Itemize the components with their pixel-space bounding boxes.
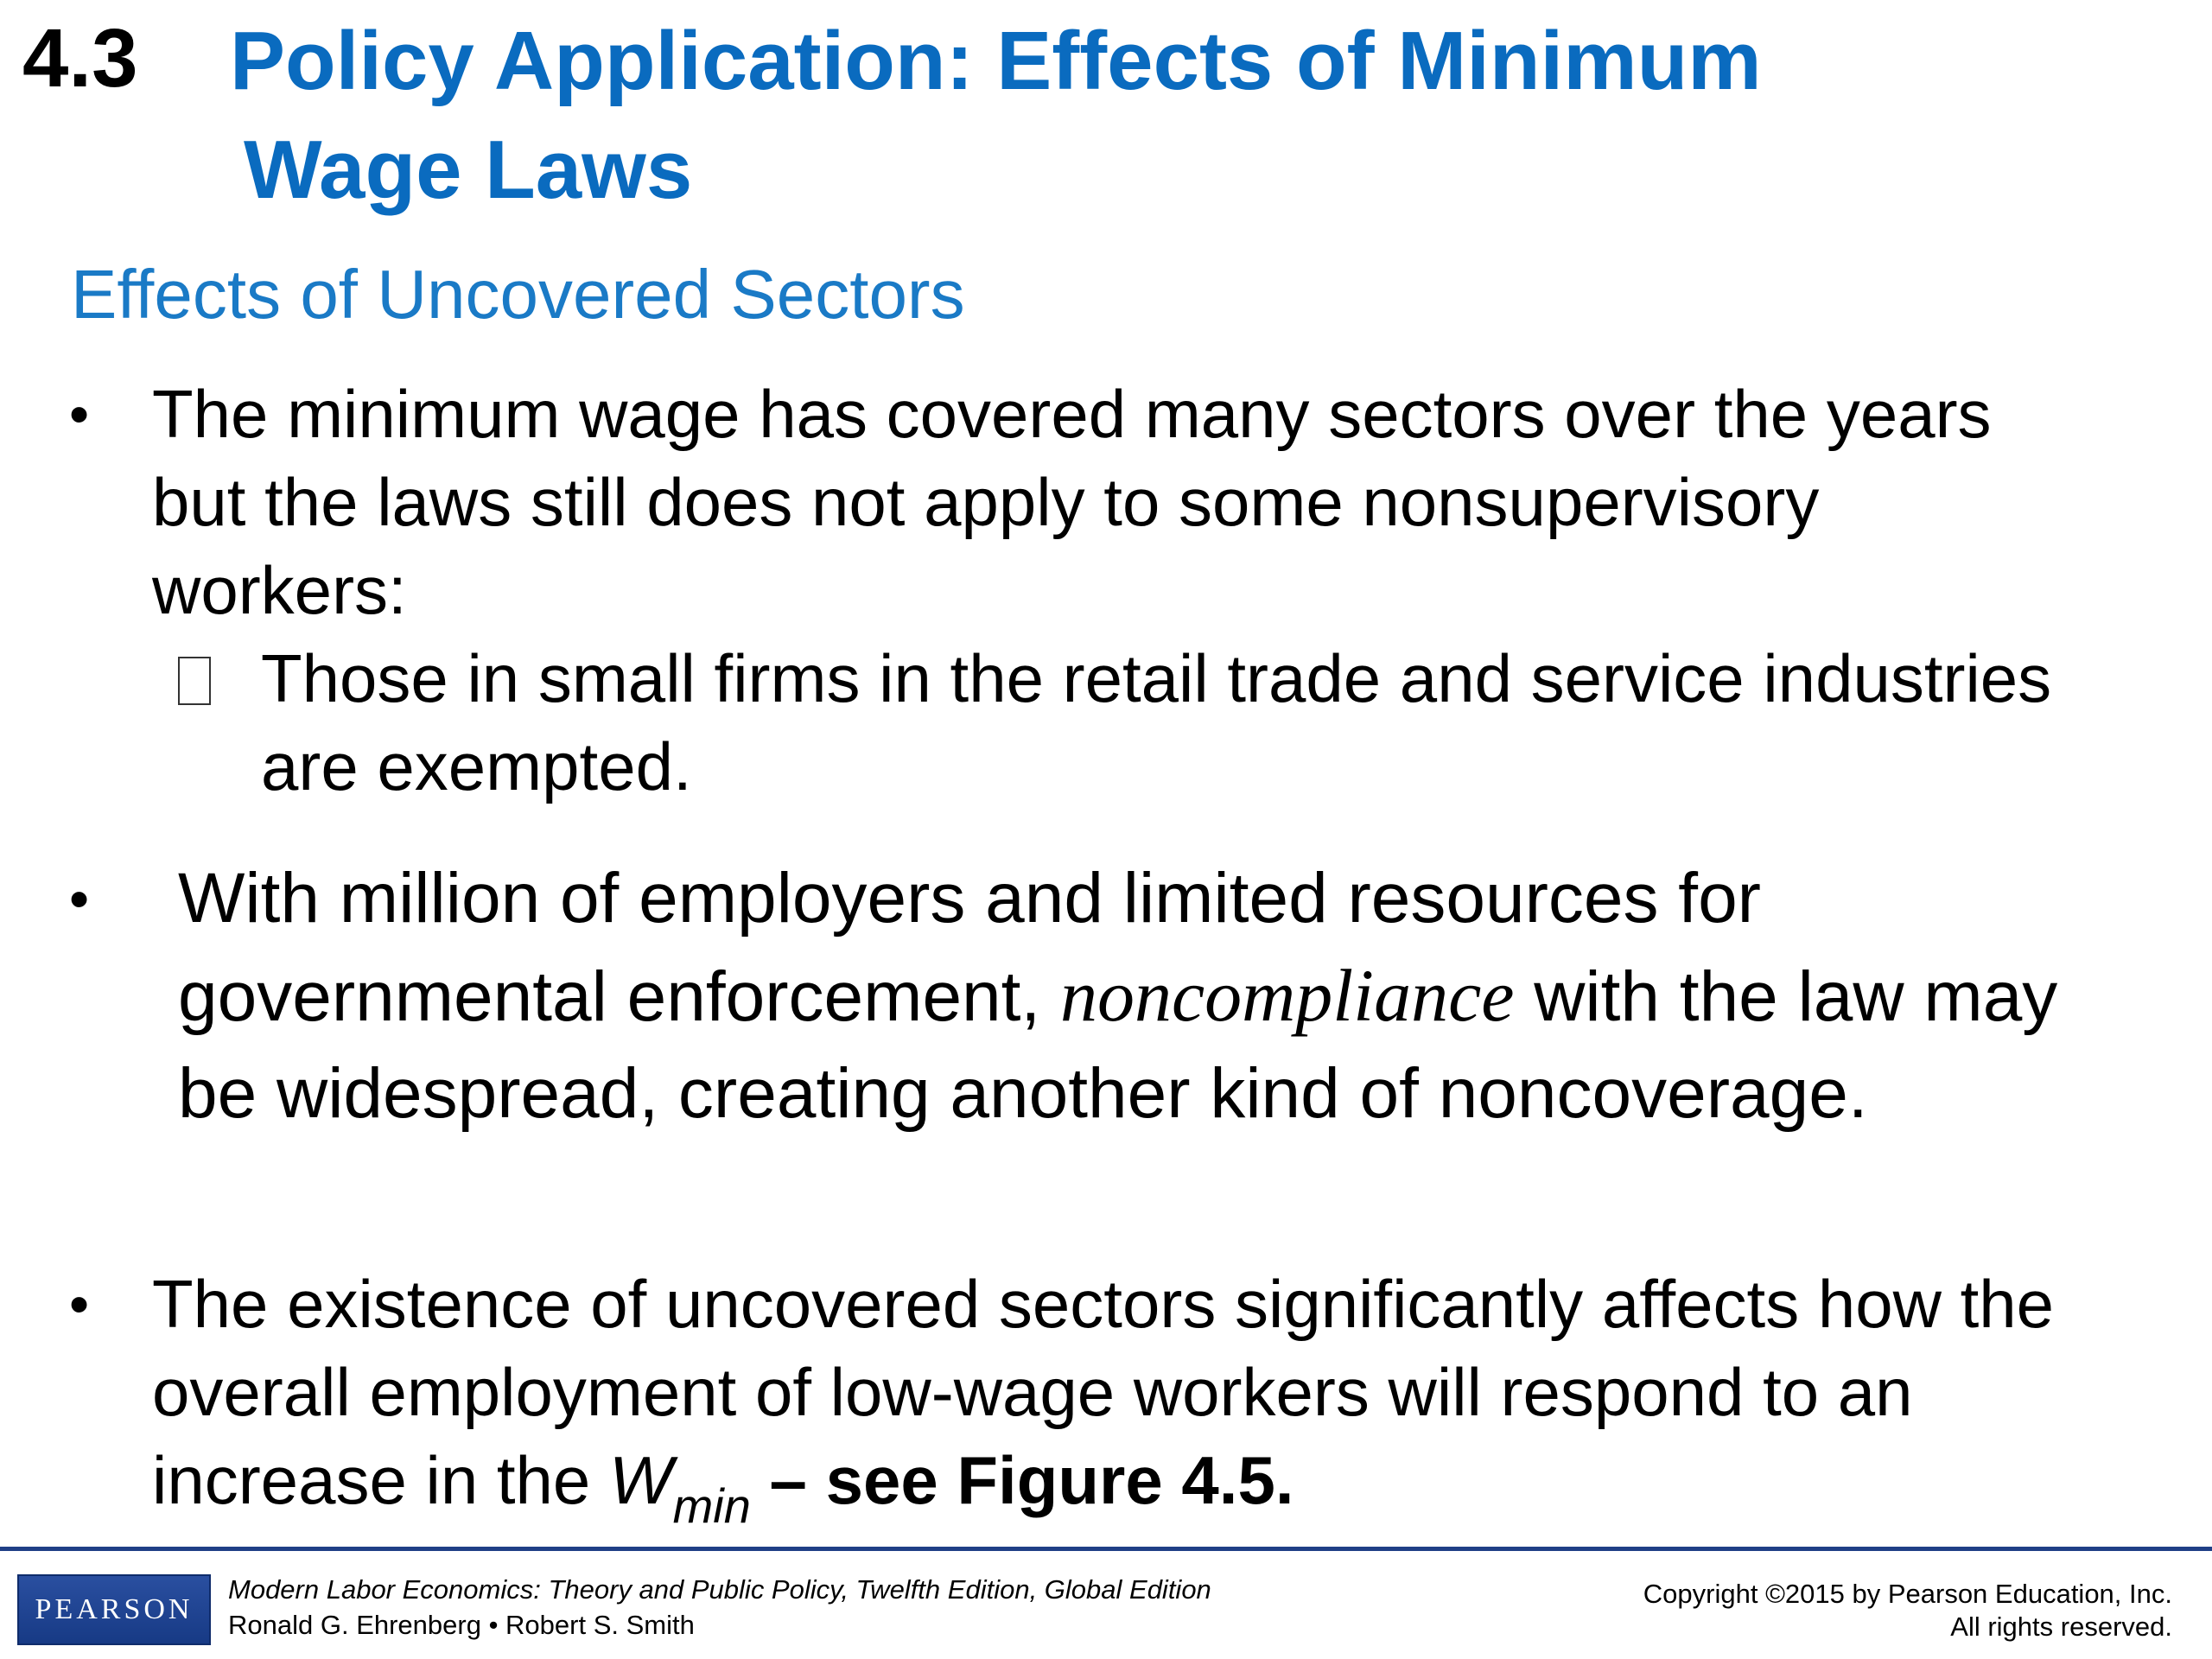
slide-title — [230, 7, 2131, 225]
emphasized-term: noncompliance — [1060, 954, 1515, 1037]
copyright-line: Copyright ©2015 by Pearson Education, Inc. — [1643, 1579, 2172, 1609]
missing-glyph-box-icon — [178, 657, 211, 705]
bullet-text — [152, 1260, 2079, 1533]
variable-symbol: W — [608, 1442, 673, 1518]
slide-title-line-1: Policy Application: Effects of Minimum — [230, 15, 1762, 107]
book-authors: Ronald G. Ehrenberg • Robert S. Smith — [228, 1610, 695, 1640]
bullet-text-end: with the law may be widespread, creating another kind of noncoverage. — [178, 957, 2058, 1133]
bullet-text — [178, 850, 2088, 1142]
bullet-marker: • — [69, 867, 90, 931]
bullet-text-start: With million of employers and limited resources for governmental enforcement, — [178, 859, 1761, 1036]
book-title: Modern Labor Economics: Theory and Public Policy, Twelfth Edition, Global Edition — [228, 1574, 1211, 1605]
bullet-text: The minimum wage has covered many sectors over the years but the laws still does not apply to some nonsupervisory workers: — [152, 376, 1992, 628]
variable-subscript: min — [672, 1478, 751, 1533]
slide-subtitle: Effects of Uncovered Sectors — [71, 256, 965, 333]
section-number: 4.3 — [22, 12, 138, 105]
sub-bullet-text: Those in small firms in the retail trade and service industries are exempted. — [261, 640, 2052, 804]
bullet-text-start: The existence of uncovered sectors significantly affects how the overall employment of low-wage workers will respond to an increase in the — [152, 1266, 2055, 1518]
rights-line: All rights reserved. — [1950, 1611, 2172, 1642]
bullet-marker: • — [69, 1272, 90, 1336]
slide-title-line-2: Wage Laws — [244, 124, 693, 216]
copyright-notice — [1643, 1578, 2172, 1643]
pearson-logo: PEARSON — [17, 1574, 211, 1645]
footer-divider — [0, 1547, 2212, 1551]
figure-reference: – see Figure 4.5. — [750, 1442, 1294, 1518]
wage-variable — [608, 1442, 751, 1533]
bullet-marker: • — [69, 382, 90, 446]
